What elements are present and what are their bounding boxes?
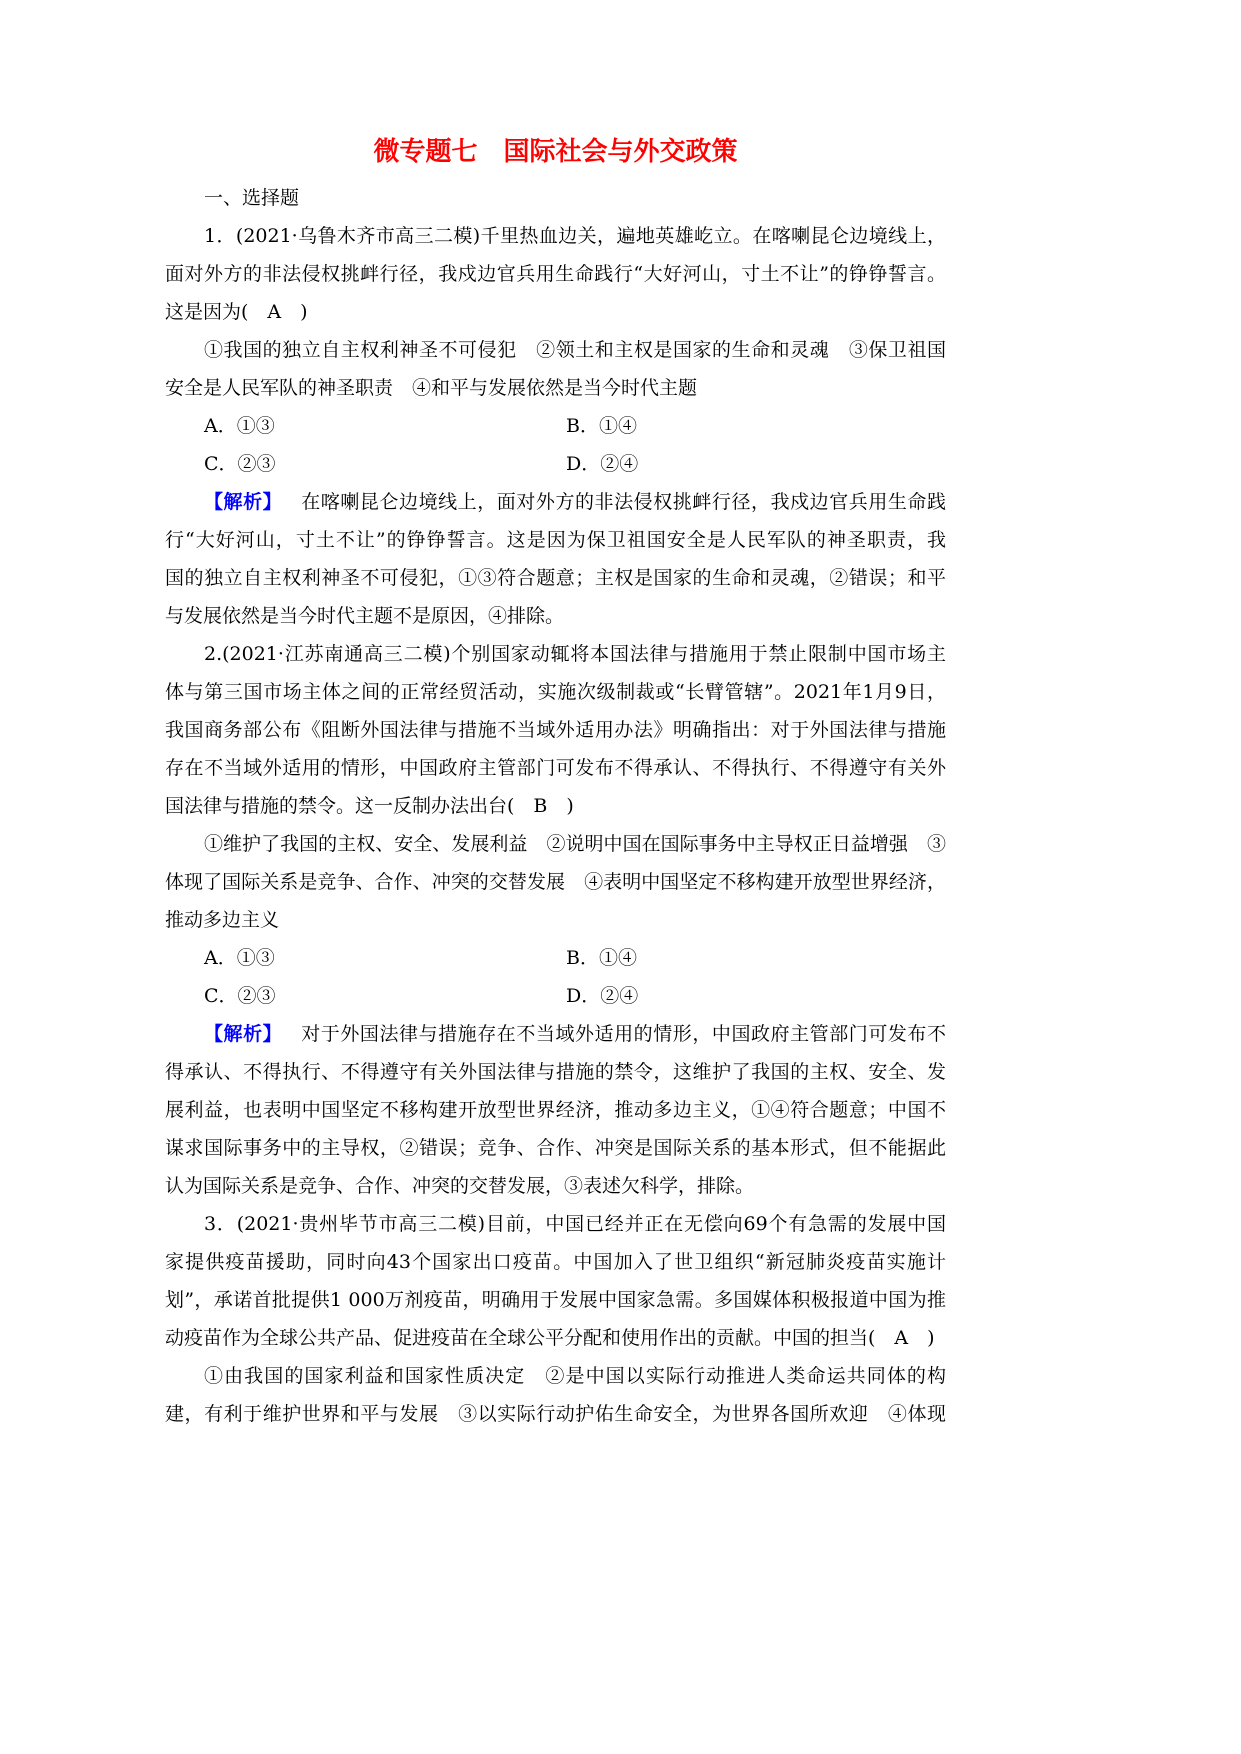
analysis-line: 行“大好河山，寸土不让”的铮铮誓言。这是因为保卫祖国安全是人民军队的神圣职责，我 — [165, 529, 946, 551]
question-stem-line: 这是因为( A ) — [165, 301, 308, 323]
analysis-text: 在喀喇昆仑边境线上，面对外方的非法侵权挑衅行径，我戍边官兵用生命践 — [301, 491, 946, 513]
options-row — [165, 407, 946, 445]
document-page — [165, 133, 946, 1433]
question-3 — [165, 1205, 946, 1433]
analysis-label: 【解析】 — [204, 491, 283, 513]
statement-line: ①我国的独立自主权利神圣不可侵犯 ②领土和主权是国家的生命和灵魂 ③保卫祖国 — [204, 339, 946, 361]
analysis-line — [165, 483, 946, 521]
analysis-line: 得承认、不得执行、不得遵守有关外国法律与措施的禁令，这维护了我国的主权、安全、发 — [165, 1061, 946, 1083]
option-c: C．②③ — [204, 985, 276, 1007]
question-stem-line: 存在不当域外适用的情形，中国政府主管部门可发布不得承认、不得执行、不得遵守有关外 — [165, 757, 946, 779]
options-row — [165, 939, 946, 977]
question-stem-line: 3．(2021·贵州毕节市高三二模)目前，中国已经并正在无偿向69个有急需的发展中国 — [204, 1213, 946, 1235]
question-stem-line: 国法律与措施的禁令。这一反制办法出台( B ) — [165, 795, 574, 817]
question-stem-line: 划”，承诺首批提供1 000万剂疫苗，明确用于发展中国家急需。多国媒体积极报道中国为推 — [165, 1289, 946, 1311]
question-2 — [165, 635, 946, 1205]
question-stem-line: 体与第三国市场主体之间的正常经贸活动，实施次级制裁或“长臂管辖”。2021年1月9日， — [165, 681, 946, 703]
statement-line: 体现了国际关系是竞争、合作、冲突的交替发展 ④表明中国坚定不移构建开放型世界经济， — [165, 871, 946, 893]
options-row — [165, 977, 946, 1015]
option-c: C．②③ — [204, 453, 276, 475]
analysis-line: 展利益，也表明中国坚定不移构建开放型世界经济，推动多边主义，①④符合题意；中国不 — [165, 1099, 946, 1121]
option-d: D．②④ — [566, 985, 639, 1007]
analysis-line: 谋求国际事务中的主导权，②错误；竞争、合作、冲突是国际关系的基本形式，但不能据此 — [165, 1137, 946, 1159]
statement-line: ①维护了我国的主权、安全、发展利益 ②说明中国在国际事务中主导权正日益增强 ③ — [204, 833, 946, 855]
analysis-line: 国的独立自主权利神圣不可侵犯，①③符合题意；主权是国家的生命和灵魂，②错误；和平 — [165, 567, 946, 589]
question-stem-line: 2.(2021·江苏南通高三二模)个别国家动辄将本国法律与措施用于禁止限制中国市场主 — [204, 643, 946, 665]
section-heading: 一、选择题 — [204, 187, 300, 209]
question-stem-line: 面对外方的非法侵权挑衅行径，我戍边官兵用生命践行“大好河山，寸土不让”的铮铮誓言。 — [165, 263, 946, 285]
question-1 — [165, 217, 946, 635]
question-stem-line: 家提供疫苗援助，同时向43个国家出口疫苗。中国加入了世卫组织“新冠肺炎疫苗实施计 — [165, 1251, 946, 1273]
page-title: 微专题七 国际社会与外交政策 — [373, 137, 738, 167]
analysis-line — [165, 1015, 946, 1053]
question-stem-line: 1．(2021·乌鲁木齐市高三二模)千里热血边关，遍地英雄屹立。在喀喇昆仑边境线上， — [204, 225, 946, 247]
statement-line: 建，有利于维护世界和平与发展 ③以实际行动护佑生命安全，为世界各国所欢迎 ④体现 — [165, 1403, 946, 1425]
option-a: A．①③ — [204, 415, 275, 437]
analysis-text: 对于外国法律与措施存在不当域外适用的情形，中国政府主管部门可发布不 — [301, 1023, 946, 1045]
analysis-line: 认为国际关系是竞争、合作、冲突的交替发展，③表述欠科学，排除。 — [165, 1175, 755, 1197]
question-stem-line: 动疫苗作为全球公共产品、促进疫苗在全球公平分配和使用作出的贡献。中国的担当( A ) — [165, 1327, 935, 1349]
statement-line: 推动多边主义 — [165, 909, 280, 931]
option-b: B．①④ — [566, 415, 637, 437]
statement-line: ①由我国的国家利益和国家性质决定 ②是中国以实际行动推进人类命运共同体的构 — [204, 1365, 946, 1387]
option-d: D．②④ — [566, 453, 639, 475]
analysis-line: 与发展依然是当今时代主题不是原因，④排除。 — [165, 605, 565, 627]
option-b: B．①④ — [566, 947, 637, 969]
question-stem-line: 我国商务部公布《阻断外国法律与措施不当域外适用办法》明确指出：对于外国法律与措施 — [165, 719, 946, 741]
analysis-label: 【解析】 — [204, 1023, 283, 1045]
options-row — [165, 445, 946, 483]
option-a: A．①③ — [204, 947, 275, 969]
statement-line: 安全是人民军队的神圣职责 ④和平与发展依然是当今时代主题 — [165, 377, 698, 399]
